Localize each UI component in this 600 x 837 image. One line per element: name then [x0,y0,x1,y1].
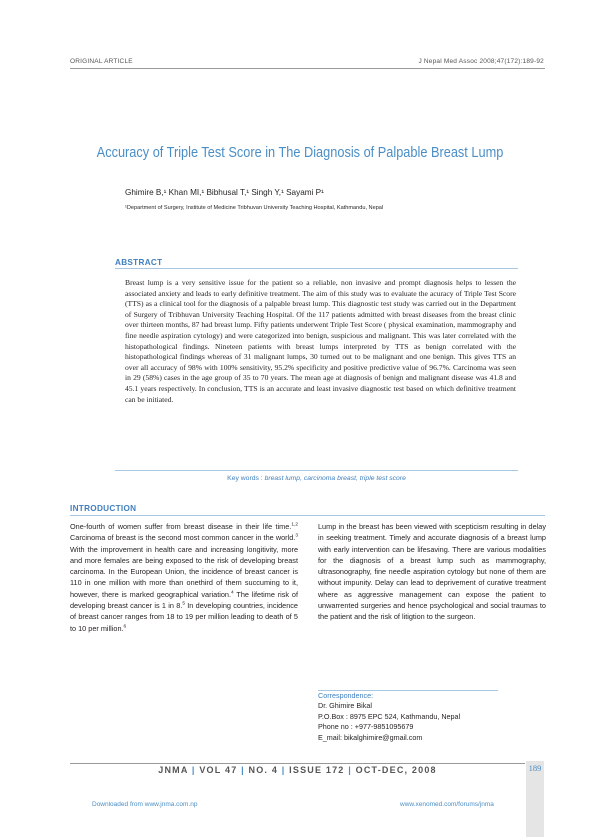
download-source-link[interactable]: Downloaded from www.jnma.com.np [92,801,198,808]
footer-divider [70,763,525,764]
keywords-label: Key words : [227,475,263,482]
forum-link[interactable]: www.xenomed.com/forums/jnma [400,801,494,808]
abstract-text: Breast lump is a very sensitive issue for the patient so a reliable, non invasive and prompt diagnosis helps to lessen the associated anxiety and leads to early definitive treatment. The aim of this study was to evaluate the acuracy of Triple Test Score (TTS) as a clinical tool for the diagnosis of a palpable breast lump. This diagnostic test study was carried out in the Department of Surgery of Tribhuvan University Teaching Hospital. Of the 117 patients admitted with breast diseases from the breast clinic over thirteen months, 87 had breast lump. Fifty patients underwent Triple Test Score ( physical examination, mammography and fine needle aspiration cytology) and were categorized into benign, suspicious and malignant. This was later correlated with the histopathological findings. Nineteen patients with breast lumps interpreted by TTS as benign correlated with the histopathological findings whereas of 31 malignant lumps, 30 turned out to be malignant and one benign. This gives TTS an over all accuracy of 98% with 100% sensitivity, 95.2% specificity and positive predictive value of 96.7%. Carcinoma was seen in 29 (58%) cases in the age group of 35 to 70 years. The mean age at diagnosis of benign and malignant disease was 41.8 and 45.1 years respectively. In conclusion, TTS is an accurate and least invasive diagnostic test based on which definitive treatment can be initiated. [125,278,516,404]
intro-text-4: The lifetime risk of developing breast cancer is 1 in 8. [70,589,298,611]
correspondence-phone: Phone no : +977-9851095679 [318,722,414,732]
introduction-heading: INTRODUCTION [70,504,137,513]
footer-separator: | [191,765,200,775]
intro-text-2: Carcinoma of breast is the second most common cancer in the world. [70,533,296,543]
correspondence-email: E_mail: bikalghimire@gmail.com [318,732,423,742]
footer-separator: | [348,765,356,775]
intro-text-3: With the improvement in health care and increasing longitivity, more and more females are being exposed to the risk of developing breast carcinoma. In the European Union, the incidence of breast cancer is 110 in one million with more than onethird of them succuming to it, however, there is marked geographical variation. [70,544,298,599]
author-list: Ghimire B,¹ Khan MI,¹ Bibhusal T,¹ Singh Y,¹ Sayami P¹ [125,188,324,197]
citation-ref: 1,2 [291,522,298,528]
article-title: Accuracy of Triple Test Score in The Diagnosis of Palpable Breast Lump [96,145,504,161]
footer-separator: | [241,765,249,775]
correspondence-block [318,691,460,743]
page-number: 189 [526,761,544,837]
introduction-column-2: Lump in the breast has been viewed with scepticism resulting in delay in seeking treatment. Timely and accurate diagnosis of a breast lump with early intervention can be lifesaving. There are various modalities for the diagnosis of a breast lump such as mammography, ultrasonography, fine needle aspiration cytology but none of them are without impunity. Delay can lead to deprivement of curative treatment where as aggressive management can expose the patient to unwarrented surgeries and hence psychological and social traumas to the patient and the risk of litigtion to the surgeon. [318,522,546,622]
footer-separator: | [281,765,290,775]
footer-issue: ISSUE 172 [289,765,345,775]
header-divider [70,68,545,69]
intro-text-1: One-fourth of women suffer from breast disease in their life time. [70,522,292,531]
keywords-value: breast lump, carcinoma breast, triple test score [264,475,406,482]
footer-volume: VOL 47 [199,765,238,775]
header-section-label: ORIGINAL ARTICLE [70,58,133,65]
correspondence-name: Dr. Ghimire Bikal [318,701,372,711]
citation-ref: 6 [123,624,127,630]
correspondence-heading: Correspondence: [318,691,374,700]
header-citation: J Nepal Med Assoc 2008;47(172):189-92 [418,58,544,65]
author-affiliation: ¹Department of Surgery, Institute of Medicine Tribhuvan University Teaching Hospital, Kathmandu, Nepal [125,205,384,211]
citation-ref: 4 [231,590,234,596]
introduction-divider [70,515,545,516]
keywords [115,475,518,482]
citation-ref: 5 [182,601,185,607]
footer-date: OCT-DEC, 2008 [355,765,437,775]
abstract-heading: ABSTRACT [115,258,163,267]
footer-journal: JNMA [158,765,189,775]
footer-number: NO. 4 [248,765,279,775]
journal-footer [70,765,525,775]
citation-ref: 3 [295,533,298,539]
correspondence-address: P.O.Box : 8975 EPC 524, Kathmandu, Nepal [318,711,461,721]
introduction-column-1 [70,521,298,634]
intro-text-5: In developing countries, incidence of breast cancer ranges from 18 to 19 per million leading to death of 5 to 10 per million. [70,601,298,633]
